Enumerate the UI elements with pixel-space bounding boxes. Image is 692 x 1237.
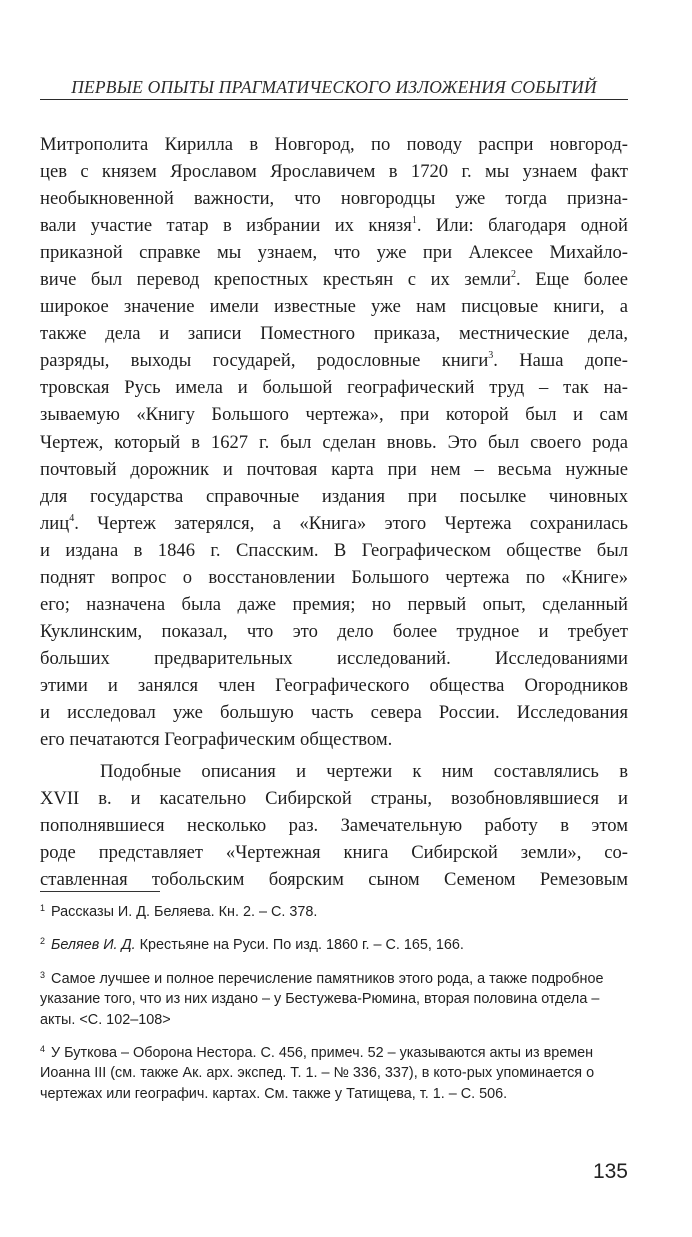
text-fragment: виче был перевод крепостных крестьян с их земли	[40, 269, 512, 291]
text-fragment: . Еще более	[516, 269, 629, 291]
footnote-author: Беляев И. Д.	[51, 937, 136, 954]
text-line: его печатаются Географическим обществом.	[40, 729, 393, 751]
footnote-number: 4	[40, 1044, 46, 1055]
text-line: поднят вопрос о восстановлении Большого чертежа по «Книге»	[40, 566, 628, 588]
text-fragment: лиц	[40, 512, 70, 534]
footnote-text: У Буткова – Оборона Нестора. С. 456, примеч. 52 – указываются акты из времен Иоанна III (см. также Ак. арх. экспед. Т. 1. – № 336, 337), в кото-рых упоминается о чертежах или географич. картах. См. также у Татищева, т. 1. – С. 506.	[40, 1045, 595, 1102]
footnote-4	[40, 1039, 628, 1104]
text-fragment: . Чертеж затерялся, а «Книга» этого Чертежа сохранилась	[74, 512, 628, 534]
text-line: его; назначена была даже премия; но первый опыт, сделанный	[40, 593, 628, 615]
text-line	[40, 212, 628, 239]
text-fragment: . Наша допе-	[493, 350, 628, 372]
text-fragment: разряды, выходы государей, родословные книги	[40, 350, 489, 372]
text-line: для государства справочные издания при посылке чиновных	[40, 485, 628, 507]
text-line: и издана в 1846 г. Спасским. В Географическом обществе был	[40, 539, 628, 561]
text-line: XVII в. и касательно Сибирской страны, возобновлявшиеся и	[40, 788, 628, 810]
footnote-number: 2	[40, 936, 46, 947]
text-line: широкое значение имели известные уже нам писцовые книги, а	[40, 296, 628, 318]
footnote-text: Самое лучшее и полное перечисление памятников этого рода, а также подробное указание того, что из них издано – у Бестужева-Рюмина, вторая половина отдела – акты. <С. 102–108>	[40, 970, 604, 1028]
text-line: необыкновенной важности, что новгородцы уже тогда призна-	[40, 188, 628, 210]
footnote-text: Крестьяне на Руси. По изд. 1860 г. – С. 165, 166.	[135, 937, 464, 954]
text-line: пополнявшиеся несколько раз. Замечательную работу в этом	[40, 815, 628, 837]
footnote-ref-4: 4	[69, 512, 75, 524]
footnote-number: 3	[40, 969, 46, 980]
text-line: почтовый дорожник и почтовая карта при нем – весьма нужные	[40, 458, 628, 480]
text-line: больших предварительных исследований. Исследованиями	[40, 647, 628, 669]
footnote-text: Рассказы И. Д. Беляева. Кн. 2. – С. 378.	[51, 904, 318, 920]
text-line: тровская Русь имела и большой географический труд – так на-	[40, 377, 628, 399]
footnotes	[40, 898, 628, 1113]
text-line	[40, 347, 628, 374]
text-line	[40, 510, 628, 537]
paragraph-2	[40, 758, 628, 893]
footnote-number: 1	[40, 903, 46, 913]
text-line: зываемую «Книгу Большого чертежа», при которой был и сам	[40, 404, 628, 426]
text-line: Куклинским, показал, что это дело более трудное и требует	[40, 620, 628, 642]
text-fragment: . Или: благодаря одной	[416, 215, 628, 237]
footnote-3	[40, 965, 628, 1030]
text-line: ставленная тобольским боярским сыном Семеном Ремезовым	[40, 869, 628, 891]
text-line: роде представляет «Чертежная книга Сибирской земли», со-	[40, 842, 628, 864]
text-line: этими и занялся член Географического общества Огородников	[40, 674, 628, 696]
footnote-2	[40, 931, 628, 955]
footnote-ref-1: 1	[411, 215, 417, 227]
text-line	[40, 266, 628, 293]
footnote-ref-3: 3	[488, 350, 494, 362]
page-number: 135	[592, 1160, 628, 1183]
text-line: приказной справке мы узнаем, что уже при Алексее Михайло-	[40, 242, 628, 264]
running-title: ПЕРВЫЕ ОПЫТЫ ПРАГМАТИЧЕСКОГО ИЗЛОЖЕНИЯ СОБЫТИЙ	[71, 77, 597, 97]
running-header	[40, 76, 628, 100]
text-fragment: вали участие татар в избрании их князя	[40, 215, 412, 237]
paragraph-1	[40, 131, 628, 753]
text-line: Митрополита Кирилла в Новгород, по поводу распри новгород-	[40, 134, 628, 155]
main-text	[40, 131, 628, 893]
text-line: цев с князем Ярославом Ярославичем в 1720 г. мы узнаем факт	[40, 161, 628, 183]
footnote-divider	[40, 891, 160, 892]
text-line: Чертеж, который в 1627 г. был сделан вновь. Это был своего рода	[40, 431, 628, 453]
footnote-1	[40, 898, 628, 922]
text-line: и исследовал уже большую часть севера России. Исследования	[40, 701, 628, 723]
text-line: также дела и записи Поместного приказа, местнические дела,	[40, 323, 628, 345]
text-line: Подобные описания и чертежи к ним составлялись в	[100, 761, 628, 783]
footnote-ref-2: 2	[511, 269, 517, 281]
